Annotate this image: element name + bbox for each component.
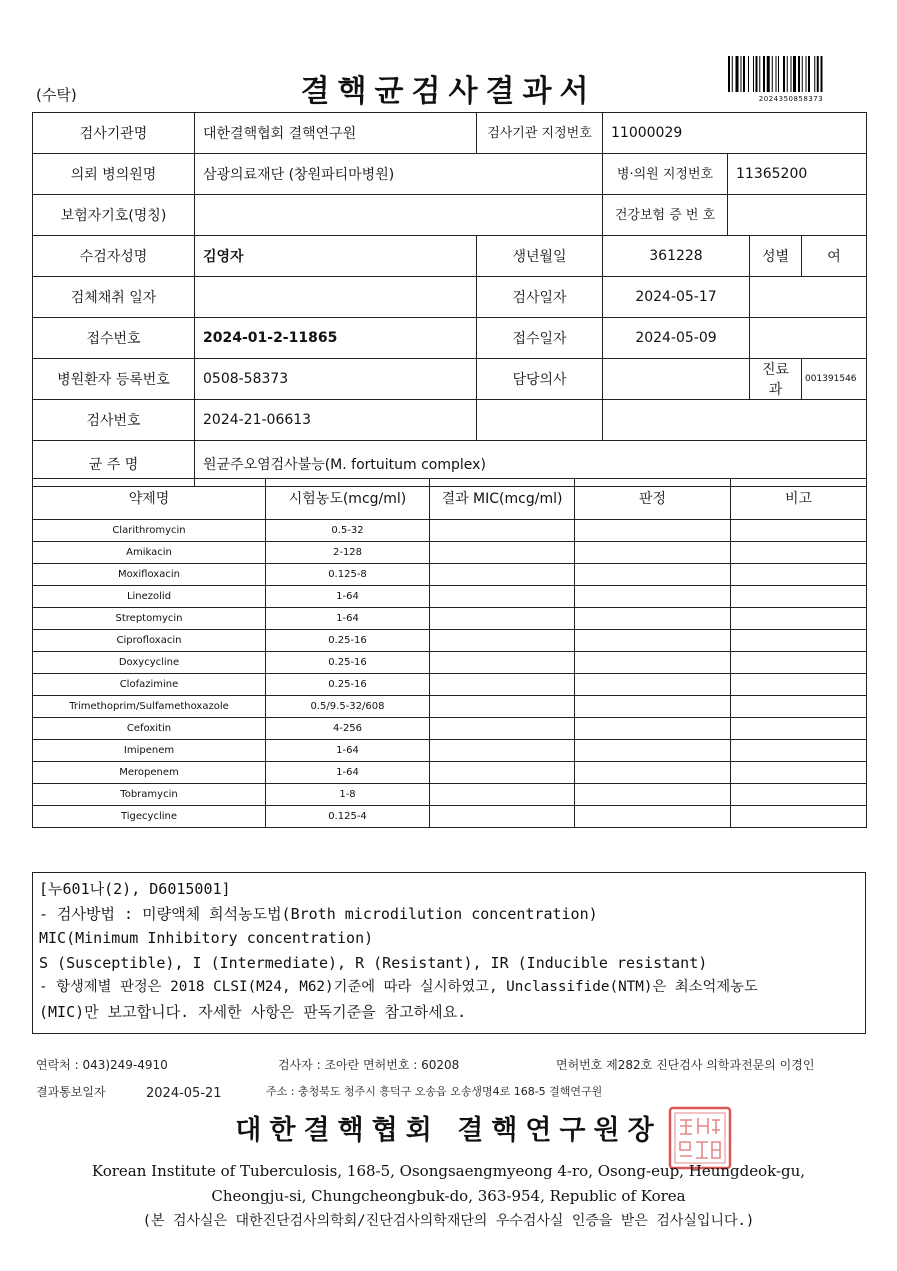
remark-cell (731, 784, 867, 806)
barcode-bar (798, 56, 800, 92)
judgement-cell (575, 696, 731, 718)
remark-cell (731, 718, 867, 740)
drug-name-cell: Ciprofloxacin (33, 630, 266, 652)
species-value: 원균주오염검사불능(M. fortuitum complex) (195, 441, 867, 487)
drug-name-cell: Clofazimine (33, 674, 266, 696)
note-line: S (Susceptible), I (Intermediate), R (Resistant), IR (Inducible resistant) (39, 953, 708, 972)
mic-result-cell (430, 520, 575, 542)
drug-name-cell: Cefoxitin (33, 718, 266, 740)
insurer-label: 보험자기호(명칭) (33, 195, 195, 236)
sex-value: 여 (802, 236, 867, 277)
info-row-patient (33, 236, 867, 277)
test-conc-cell: 0.25-16 (266, 652, 430, 674)
test-conc-cell: 0.125-4 (266, 806, 430, 828)
drug-table-header (33, 479, 867, 520)
test-conc-cell: 4-256 (266, 718, 430, 740)
judgement-cell (575, 762, 731, 784)
remark-cell (731, 586, 867, 608)
address: 주소 : 충청북도 청주시 흥덕구 오송읍 오송생명4로 168-5 결핵연구원 (266, 1085, 603, 1098)
remark-cell (731, 630, 867, 652)
drug-name-cell: Clarithromycin (33, 520, 266, 542)
info-row-hospital (33, 154, 867, 195)
mic-result-cell (430, 784, 575, 806)
judgement-cell (575, 784, 731, 806)
birth-label: 생년월일 (477, 236, 603, 277)
contact: 연락처 : 043)249-4910 (36, 1058, 168, 1072)
table-row (33, 740, 867, 762)
test-conc-cell: 0.125-8 (266, 564, 430, 586)
remark-cell (731, 564, 867, 586)
drug-name-cell: Trimethoprim/Sulfamethoxazole (33, 696, 266, 718)
health-ins-label: 건강보험 증 번 호 (603, 195, 728, 236)
hospital-label: 의뢰 병의원명 (33, 154, 195, 195)
header-conc: 시험농도(mcg/ml) (266, 479, 430, 520)
barcode-number: 2024350858373 (758, 95, 824, 103)
info-table (32, 112, 867, 487)
drug-name-cell: Linezolid (33, 586, 266, 608)
institute-name: 대한결핵협회 결핵연구원장 (235, 1115, 662, 1146)
insurer-value (195, 195, 603, 236)
remark-cell (731, 608, 867, 630)
drug-name-cell: Amikacin (33, 542, 266, 564)
judgement-cell (575, 718, 731, 740)
barcode-bar (763, 56, 765, 92)
judgement-cell (575, 564, 731, 586)
barcode-bar (791, 56, 792, 92)
dept-value: 001391546 (802, 359, 867, 400)
mic-result-cell (430, 718, 575, 740)
mic-result-cell (430, 630, 575, 652)
mic-result-cell (430, 652, 575, 674)
barcode-bar (732, 56, 733, 92)
mic-result-cell (430, 696, 575, 718)
judgement-cell (575, 520, 731, 542)
report-date-label: 결과통보일자 (36, 1085, 106, 1099)
header-drug: 약제명 (33, 479, 266, 520)
judgement-cell (575, 674, 731, 696)
table-row (33, 696, 867, 718)
hospital-code-value: 11365200 (728, 154, 867, 195)
test-conc-cell: 1-64 (266, 740, 430, 762)
english-address-line2: Cheongju-si, Chungcheongbuk-do, 363-954, Republic of Korea (211, 1187, 686, 1205)
judgement-cell (575, 542, 731, 564)
note-line: MIC(Minimum Inhibitory concentration) (39, 929, 374, 947)
barcode-bar (767, 56, 770, 92)
judgement-cell (575, 608, 731, 630)
barcode-bar (787, 56, 788, 92)
test-conc-cell: 1-64 (266, 608, 430, 630)
birth-value: 361228 (603, 236, 750, 277)
tester: 검사자 : 조아란 면허번호 : 60208 (278, 1058, 460, 1072)
official-seal (668, 1106, 732, 1170)
report-date: 2024-05-21 (146, 1086, 222, 1101)
drug-name-cell: Doxycycline (33, 652, 266, 674)
test-date-label: 검사일자 (477, 277, 603, 318)
barcode (728, 56, 854, 92)
barcode-bar (806, 56, 807, 92)
note-line: - 검사방법 : 미량액체 희석농도법(Broth microdilution concentration) (39, 904, 598, 923)
barcode-bar (728, 56, 730, 92)
english-address-line1: Korean Institute of Tuberculosis, 168-5, Osongsaengmyeong 4-ro, Osong-eup, Heungdeok-gu, (91, 1162, 806, 1180)
mic-result-cell (430, 762, 575, 784)
collect-label: 검체채취 일자 (33, 277, 195, 318)
barcode-bar (808, 56, 810, 92)
table-row (33, 520, 867, 542)
certification-note: (본 검사실은 대한진단검사의학회/진단검사의학재단의 우수검사실 인증을 받은 검사실입니다.) (142, 1213, 755, 1229)
page-title: 결핵균검사결과서 (300, 74, 597, 109)
table-row (33, 718, 867, 740)
info-row-org (33, 113, 867, 154)
judgement-cell (575, 652, 731, 674)
note-line: [누601나(2), D6015001] (39, 880, 231, 898)
table-row (33, 630, 867, 652)
note-line: (MIC)만 보고합니다. 자세한 사항은 판독기준을 참고하세요. (39, 1002, 467, 1021)
remark-cell (731, 696, 867, 718)
mic-result-cell (430, 586, 575, 608)
test-conc-cell: 0.5/9.5-32/608 (266, 696, 430, 718)
test-no-value: 2024-21-06613 (195, 400, 477, 441)
remark-cell (731, 542, 867, 564)
drug-name-cell: Moxifloxacin (33, 564, 266, 586)
table-row (33, 806, 867, 828)
mic-result-cell (430, 564, 575, 586)
header-remark: 비고 (731, 479, 867, 520)
drug-name-cell: Meropenem (33, 762, 266, 784)
barcode-bar (817, 56, 819, 92)
barcode-bar (778, 56, 779, 92)
table-row (33, 762, 867, 784)
drug-name-cell: Tobramycin (33, 784, 266, 806)
sex-label: 성별 (750, 236, 802, 277)
test-conc-cell: 0.25-16 (266, 674, 430, 696)
license: 면허번호 제282호 진단검사 의학과전문의 이경인 (556, 1058, 815, 1072)
mic-result-cell (430, 806, 575, 828)
info-row-receipt (33, 318, 867, 359)
table-row (33, 564, 867, 586)
mic-result-cell (430, 674, 575, 696)
table-row (33, 784, 867, 806)
barcode-bar (793, 56, 796, 92)
test-conc-cell: 0.5-32 (266, 520, 430, 542)
judgement-cell (575, 740, 731, 762)
barcode-bar (783, 56, 785, 92)
org-label: 검사기관명 (33, 113, 195, 154)
info-row-regno (33, 359, 867, 400)
header-mic: 결과 MIC(mcg/ml) (430, 479, 575, 520)
org-value: 대한결핵협회 결핵연구원 (195, 113, 477, 154)
barcode-bar (741, 56, 742, 92)
remark-cell (731, 806, 867, 828)
barcode-bar (814, 56, 815, 92)
receipt-no-value: 2024-01-2-11865 (195, 318, 477, 359)
receipt-date-value: 2024-05-09 (603, 318, 750, 359)
test-no-label: 검사번호 (33, 400, 195, 441)
mic-result-cell (430, 740, 575, 762)
remark-cell (731, 520, 867, 542)
mic-result-cell (430, 608, 575, 630)
barcode-bar (736, 56, 739, 92)
barcode-bar (743, 56, 745, 92)
org-code-label: 검사기관 지정번호 (477, 113, 603, 154)
info-row-insurer (33, 195, 867, 236)
org-code-value: 11000029 (603, 113, 867, 154)
receipt-no-label: 접수번호 (33, 318, 195, 359)
test-conc-cell: 1-64 (266, 586, 430, 608)
patient-value: 김영자 (195, 236, 477, 277)
remark-cell (731, 674, 867, 696)
info-row-collect (33, 277, 867, 318)
barcode-bar (821, 56, 823, 92)
remark-cell (731, 740, 867, 762)
method-notes (32, 872, 866, 1034)
test-conc-cell: 0.25-16 (266, 630, 430, 652)
test-conc-cell: 1-8 (266, 784, 430, 806)
table-row (33, 674, 867, 696)
table-row (33, 542, 867, 564)
barcode-bar (776, 56, 777, 92)
drug-name-cell: Streptomycin (33, 608, 266, 630)
doctor-value (603, 359, 750, 400)
info-row-testno (33, 400, 867, 441)
collect-value (195, 277, 477, 318)
barcode-bar (753, 56, 754, 92)
drug-name-cell: Imipenem (33, 740, 266, 762)
hospital-value: 삼광의료재단 (창원파티마병원) (195, 154, 603, 195)
header-judgement: 판정 (575, 479, 731, 520)
mic-result-cell (430, 542, 575, 564)
judgement-cell (575, 586, 731, 608)
barcode-bar (748, 56, 749, 92)
subtitle: (수탁) (36, 86, 77, 104)
test-date-value: 2024-05-17 (603, 277, 750, 318)
doctor-label: 담당의사 (477, 359, 603, 400)
remark-cell (731, 652, 867, 674)
barcode-bar (756, 56, 758, 92)
hospital-code-label: 병·의원 지정번호 (603, 154, 728, 195)
table-row (33, 652, 867, 674)
judgement-cell (575, 630, 731, 652)
remark-cell (731, 762, 867, 784)
note-line: - 항생제별 판정은 2018 CLSI(M24, M62)기준에 따라 실시하였고, Unclassifide(NTM)은 최소억제농도 (39, 979, 758, 995)
drug-name-cell: Tigecycline (33, 806, 266, 828)
test-conc-cell: 1-64 (266, 762, 430, 784)
reg-no-label: 병원환자 등록번호 (33, 359, 195, 400)
species-label: 균 주 명 (33, 441, 195, 487)
health-ins-value (728, 195, 867, 236)
barcode-bar (772, 56, 773, 92)
table-row (33, 586, 867, 608)
table-row (33, 608, 867, 630)
dept-label: 진료과 (750, 359, 802, 400)
test-conc-cell: 2-128 (266, 542, 430, 564)
barcode-bar (802, 56, 803, 92)
barcode-bar (759, 56, 760, 92)
judgement-cell (575, 806, 731, 828)
reg-no-value: 0508-58373 (195, 359, 477, 400)
patient-label: 수검자성명 (33, 236, 195, 277)
drug-table (32, 478, 867, 828)
receipt-date-label: 접수일자 (477, 318, 603, 359)
